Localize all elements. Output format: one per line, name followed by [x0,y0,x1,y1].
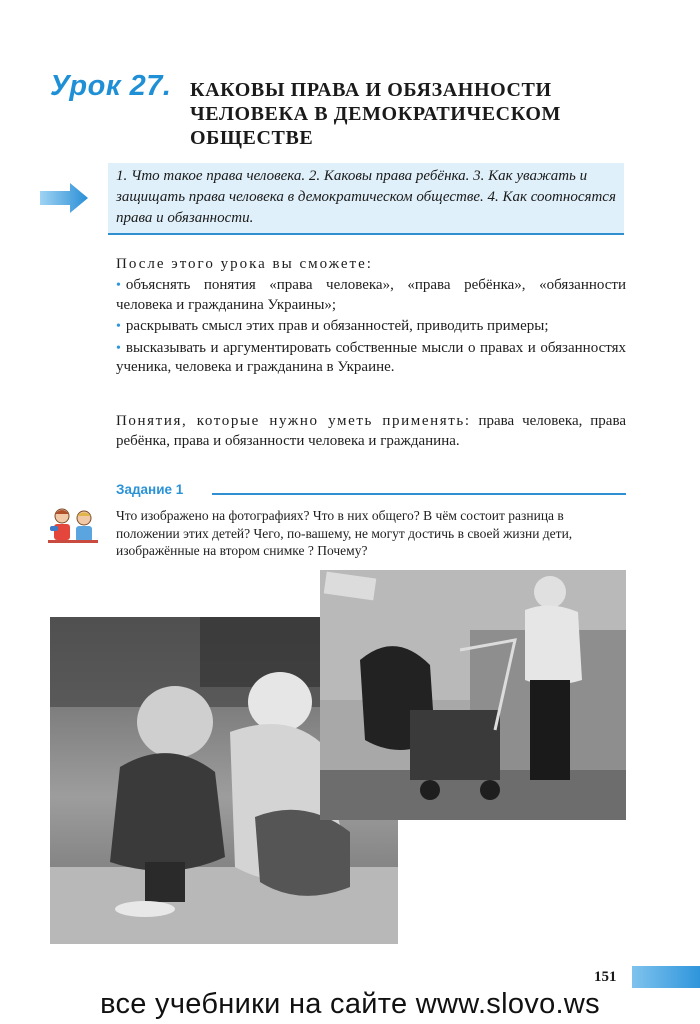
outcomes-list [116,276,626,380]
concepts-text: права человека, права ребёнка, права и обязанности человека и гражданина. [116,413,627,449]
bullet-icon: • [116,340,121,356]
questions-underline [108,233,624,235]
bullet-icon: • [116,319,121,334]
lesson-label: Урок 27. [50,70,172,102]
children-icon [48,506,98,546]
concepts-paragraph [116,412,626,451]
arrow-right-icon [40,183,88,213]
photo-poor-children-image [320,570,626,820]
page-tab [632,966,700,988]
lesson-title: КАКОВЫ ПРАВА И ОБЯЗАННОСТИ ЧЕЛОВЕКА В ДЕМОКРАТИЧЕСКОМ ОБЩЕСТВЕ [190,79,561,149]
task-text: Что изображено на фотографиях? Что в них общего? В чём состоит разница в положении этих детей? Чего, по-вашему, не могут достичь в своей жизни дети, изображённые на втором снимке ? Почему? [116,508,573,558]
list-item: • высказывать и аргументировать собственные мысли о правах и обязанностях ученика, человека и гражданина в Украине. [116,339,626,375]
outcomes-intro: После этого урока вы сможете: [116,256,373,272]
photo-poor-children [320,570,626,820]
task-rule [212,493,626,495]
list-item: • объяснять понятия «права человека», «права ребёнка», «обязанности человека и гражданина Украины»; [116,277,626,313]
bullet-icon: • [116,278,121,293]
concepts-lead: Понятия, которые нужно уметь применять: [116,413,471,429]
footer-banner: все учебники на сайте www.slovo.ws [100,988,600,1020]
task-heading: Задание 1 [116,482,184,497]
lesson-questions: 1. Что такое права человека. 2. Каковы права ребёнка. 3. Как уважать и защищать права человека в демократическом обществе. 4. Как соотносятся права и обязанности. [116,168,616,226]
page-number: 151 [594,969,617,985]
list-item: • раскрывать смысл этих прав и обязанностей, приводить примеры; [116,318,549,334]
